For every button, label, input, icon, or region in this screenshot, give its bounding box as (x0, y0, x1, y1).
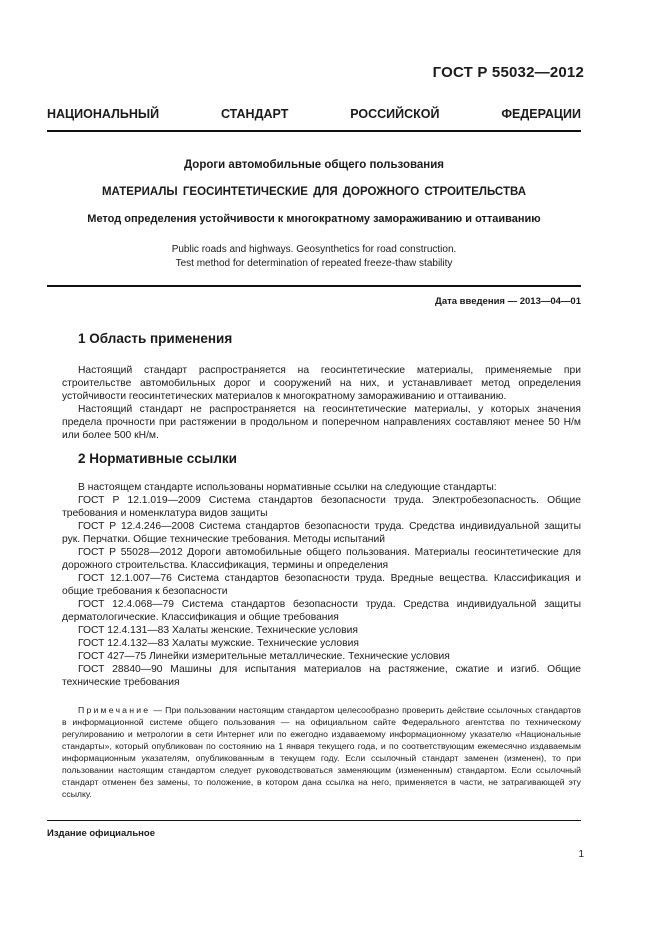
reference-item: ГОСТ 12.1.007—76 Система стандартов безопасности труда. Вредные вещества. Классификация и общие требования к безопасности (62, 573, 581, 597)
paragraph: Настоящий стандарт распространяется на геосинтетические материалы, применяемые при строительстве автомобильных дорог и сооружений на них, и устанавливает метод определения устойчивости геосинтетических материалов к многократному замораживанию и оттаиванию. (62, 365, 581, 402)
edition-label: Издание официальное (47, 828, 155, 839)
note-text: — При пользовании настоящим стандартом целесообразно проверить действие ссылочных стандартов в информационной системе общего пользования — на официальном сайте Федерального агентства по техническому регулированию и метрологии в сети Интернет или по ежегодно издаваемому информационному указателю «Национальные стандарты», который опубликован по состоянию на 1 января текущего года, и по соответствующим ежемесячно издаваемым информационным указателям, опубликованным в текущем году. Если ссылочный стандарт заменен (изменен), то при пользовании настоящим стандартом следует руководствоваться заменяющим (измененным) стандартом. Если ссылочный стандарт отменен без замены, то положение, в котором дана ссылка на него, применяется в части, не затрагивающей эту ссылку. (62, 705, 581, 799)
title-line-2: МАТЕРИАЛЫ ГЕОСИНТЕТИЧЕСКИЕ ДЛЯ ДОРОЖНОГО СТРОИТЕЛЬСТВА (101, 186, 527, 198)
standard-number: ГОСТ Р 55032—2012 (432, 64, 584, 81)
reference-item: ГОСТ 12.4.068—79 Система стандартов безопасности труда. Средства индивидуальной защиты дерматологические. Классификация и общие требования (62, 599, 581, 623)
page-number: 1 (578, 849, 584, 860)
title-line-3: Метод определения устойчивости к многократному замораживанию и оттаиванию (87, 213, 541, 225)
org-word: НАЦИОНАЛЬНЫЙ (47, 107, 160, 121)
org-word: РОССИЙСКОЙ (350, 107, 440, 121)
reference-item: ГОСТ 12.4.131—83 Халаты женские. Технические условия (78, 625, 358, 636)
note-block (62, 704, 581, 800)
english-title-line-2: Test method for determination of repeated freeze-thaw stability (175, 258, 453, 269)
paragraph: В настоящем стандарте использованы нормативные ссылки на следующие стандарты: (78, 482, 497, 493)
section-1-body (62, 364, 581, 442)
note-label: Примечание (78, 705, 151, 715)
section-1-heading: 1 Область применения (78, 331, 233, 346)
org-word: ФЕДЕРАЦИИ (501, 107, 581, 121)
reference-item: ГОСТ 427—75 Линейки измерительные металлические. Технические условия (78, 651, 450, 662)
effective-date: Дата введения — 2013—04—01 (435, 296, 581, 307)
org-title (47, 107, 581, 121)
top-divider (47, 130, 581, 132)
english-title-line-1: Public roads and highways. Geosynthetics for road construction. (171, 244, 457, 255)
org-word: СТАНДАРТ (220, 107, 289, 121)
bottom-divider (47, 820, 581, 821)
reference-item: ГОСТ Р 12.1.019—2009 Система стандартов безопасности труда. Электробезопасность. Общие требования и номенклатура видов защиты (62, 495, 581, 519)
english-title (47, 243, 581, 271)
note-paragraph (62, 704, 581, 800)
reference-item: ГОСТ Р 12.4.246—2008 Система стандартов безопасности труда. Средства индивидуальной защиты рук. Перчатки. Общие технические требования. Методы испытаний (62, 521, 581, 545)
title-line-1: Дороги автомобильные общего пользования (183, 159, 445, 171)
section-2-body (62, 481, 581, 689)
section-2-heading: 2 Нормативные ссылки (78, 451, 237, 466)
reference-item: ГОСТ 28840—90 Машины для испытания материалов на растяжение, сжатие и изгиб. Общие технические требования (62, 664, 581, 688)
reference-item: ГОСТ Р 55028—2012 Дороги автомобильные общего пользования. Материалы геосинтетические для дорожного строительства. Классификация, термины и определения (62, 547, 581, 571)
paragraph: Настоящий стандарт не распространяется на геосинтетические материалы, у которых значения предела прочности при растяжении в продольном и поперечном направлениях составляют менее 50 Н/м или более 500 кН/м. (62, 404, 581, 441)
middle-divider (47, 285, 581, 287)
reference-item: ГОСТ 12.4.132—83 Халаты мужские. Технические условия (78, 638, 359, 649)
